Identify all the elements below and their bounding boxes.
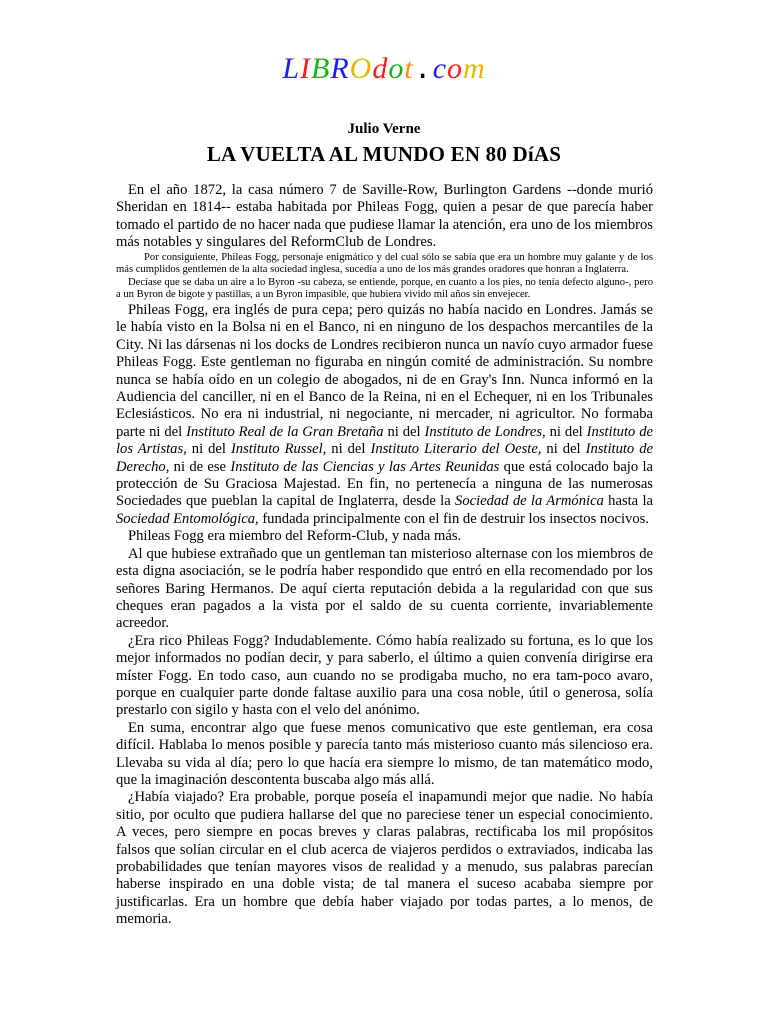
text-run: ¿Había viajado? Era probable, porque poseía el inapamundi mejor que nadie. No había sitio, por oculto que pudiera hallarse del que no pareciese tener un especial conocimiento. A veces, pero siempre en pocas breves y claras palabras, rectificaba los mil propósitos falsos que solían circular en el club acerca de viajeros perdidos o extraviados, indicaba las probabilidades que tenían mayores visos de realidad y a menudo, sus palabras parecían haberse inspirado en una doble vista; de tal manera el suceso acababa siempre por justificarlas. Era un hombre que debía haber viajado por todas partes, a lo menos, de memoria. [116, 789, 653, 928]
logo-letter: m [463, 52, 486, 85]
body-text [116, 182, 653, 929]
text-run: hasta la [603, 493, 653, 510]
paragraph [116, 528, 653, 545]
logo-letter: c [432, 52, 448, 85]
text-run: ni de ese [169, 458, 231, 475]
logo-letter: o [388, 52, 405, 85]
italic-text: Instituto Real de la Gran Bretaña [186, 423, 384, 440]
italic-text: Sociedad Entomológica, [116, 510, 259, 527]
logo-letter: t [404, 52, 414, 85]
logo-letter: I [300, 52, 311, 85]
text-run: que está colocado bajo la protección de Su Graciosa Majestad. En fin, no pertenecía a ninguna de las numerosas Sociedades que pueblan la capital de Inglaterra, desde la [116, 458, 653, 510]
logo-letter: R [330, 52, 350, 85]
paragraph [116, 720, 653, 790]
italic-text: Instituto de Londres, [424, 423, 546, 440]
librodot-logo [0, 52, 768, 88]
text-run: En suma, encontrar algo que fuese menos comunicativo que este gentleman, era cosa difícil. Hablaba lo menos posible y parecía tanto más misterioso cuanto más silencioso era. Llevaba su vida al día; pero lo que hacía era siempre lo mismo, de tan matemático modo, que la imaginación descontenta buscaba algo más allá. [116, 719, 653, 788]
text-run: ni del [541, 441, 586, 458]
logo-letter: O [349, 52, 373, 85]
paragraph [116, 182, 653, 252]
text-run: ni del [326, 441, 371, 458]
text-run: Phileas Fogg era miembro del Reform-Club, y nada más. [128, 528, 462, 545]
paragraph [116, 277, 653, 302]
logo-letter: d [372, 52, 389, 85]
italic-text: Instituto de Derecho, [116, 441, 653, 475]
text-run: ni del [186, 441, 231, 458]
text-run: ¿Era rico Phileas Fogg? Indudablemente. Cómo había realizado su fortuna, es lo que los mejor informados no podían decir, y para saberlo, el último a quien convenía dirigirse era míster Fogg. En todo caso, aun cuando no se prodigaba mucho, no era tam-poco avaro, porque en cualquier parte donde faltase auxilio para una cosa noble, útil o generosa, solía prestarlo con sigilo y hasta con el velo del anónimo. [116, 632, 653, 719]
paragraph [116, 252, 653, 277]
text-run: Phileas Fogg, era inglés de pura cepa; pero quizás no había nacido en Londres. Jamás se le había visto en la Bolsa ni en el Banco, ni en ninguno de los despachos mercantiles de la City. Ni las dársenas ni los docks de Londres recibieron nunca un navío cuyo armador fuese Phileas Fogg. Este gentleman no figuraba en ningún comité de administración. Su nombre nunca se había oído en un colegio de abogados, ni de en Gray's Inn. Nunca informó en la Audiencia del canciller, ni en el Banco de la Reina, ni en el Echequer, ni en los Tribunales Eclesiásticos. No era ni industrial, ni negociante, ni mercader, ni agricultor. No formaba parte ni del [116, 302, 653, 440]
logo-letter: . [413, 54, 433, 88]
author-name: Julio Verne [347, 121, 421, 137]
paragraph [116, 546, 653, 633]
paragraph [116, 789, 653, 928]
text-run: ni del [383, 423, 425, 440]
paragraph [116, 302, 653, 528]
book-title: LA VUELTA AL MUNDO EN 80 DíAS [206, 142, 562, 166]
text-run: En el año 1872, la casa número 7 de Saville-Row, Burlington Gardens --donde murió Sheridan en 1814-- estaba habitada por Phileas Fogg, quien a pesar de que parecía haber tomado el partido de no hacer nada que pudiese llamar la atención, era uno de los miembros más notables y singulares del ReformClub de Londres. [116, 182, 653, 251]
italic-text: Sociedad de la Armónica [455, 493, 604, 510]
italic-text: Instituto de las Ciencias y las Artes Reunidas [230, 458, 500, 475]
text-run: ni del [545, 423, 587, 440]
logo-letter: o [447, 52, 464, 85]
text-run: fundada principalmente con el fin de destruir los insectos nocivos. [258, 510, 649, 527]
logo-letter: L [282, 52, 300, 85]
logo-letter: B [311, 52, 331, 85]
italic-text: Instituto de los Artistas, [116, 423, 653, 458]
italic-text: Instituto Literario del Oeste, [370, 441, 542, 458]
text-run: Al que hubiese extrañado que un gentleman tan misterioso alternase con los miembros de esta digna asociación, se le podría haber respondido que entró en ella recomendado por los señores Baring Hermanos. De aquí cierta reputación debida a la regularidad con que sus cheques eran pagados a la vista por el saldo de su cuenta corriente, invariablemente acreedor. [116, 545, 653, 632]
text-run: Por consiguiente, Phileas Fogg, personaje enigmático y del cual sólo se sabía que era un hombre muy galante y de los más cumplidos gentlemen de la alta sociedad inglesa, sucedía a uno de los más grandes oradores que honran a Inglaterra. [116, 251, 653, 276]
paragraph [116, 633, 653, 720]
italic-text: Instituto Russel, [230, 441, 327, 458]
text-run: Decíase que se daba un aire a lo Byron -su cabeza, se entiende, porque, en cuanto a los pies, no tenía defecto alguno-, pero a un Byron de bigote y pastillas, a un Byron impasible, que hubiera vivido mil años sin envejecer. [116, 276, 653, 301]
